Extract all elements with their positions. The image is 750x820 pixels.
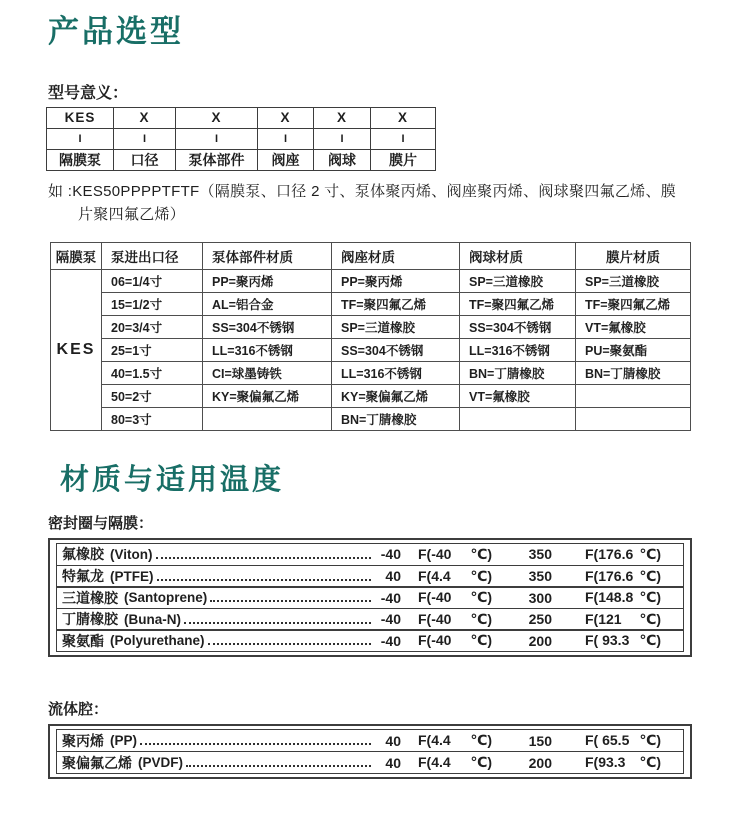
table-row (51, 338, 691, 361)
max-temp-f: 150 (528, 732, 552, 749)
table-cell: SP=三道橡胶 (576, 269, 691, 292)
temp-row (56, 586, 684, 609)
material-name-en: (Buna-N) (124, 611, 181, 627)
table-cell: SS=304不锈钢 (203, 315, 332, 338)
table-cell: BN=丁腈橡胶 (460, 361, 576, 384)
model-meaning-cell: 阀座 (258, 149, 314, 170)
material-name: 聚偏氟乙烯 (62, 754, 132, 771)
column-header: 隔膜泵 (51, 242, 102, 269)
max-temp-c (585, 589, 661, 606)
selection-table (50, 242, 691, 431)
max-temp-f: 300 (528, 589, 552, 606)
material-name-en: (PP) (110, 733, 137, 749)
model-meaning-row (47, 149, 436, 170)
temp-value: F(4.4 (418, 732, 451, 749)
min-temp-c (418, 611, 492, 628)
max-temp-c (585, 754, 661, 771)
min-temp-f: -40 (380, 632, 401, 649)
table-cell: PU=聚氨酯 (576, 338, 691, 361)
model-code-cell: X (114, 107, 176, 128)
model-code-cell: X (314, 107, 371, 128)
max-temp-c (585, 568, 661, 585)
table-row (51, 292, 691, 315)
table-cell: 15=1/2寸 (102, 292, 203, 315)
table-cell: TF=聚四氟乙烯 (460, 292, 576, 315)
material-name: 氟橡胶 (62, 546, 104, 563)
temp-row (56, 751, 684, 774)
column-header: 膜片材质 (576, 242, 691, 269)
material-name-en: (Viton) (110, 546, 153, 562)
temp-value: F( 65.5 (585, 732, 630, 749)
min-temp-c (418, 568, 492, 585)
table-cell: 06=1/4寸 (102, 269, 203, 292)
table-cell (203, 407, 332, 430)
temp-unit: ℃) (470, 754, 492, 771)
table-cell (576, 407, 691, 430)
table-cell: 20=3/4寸 (102, 315, 203, 338)
max-temp-c (585, 546, 661, 563)
table-cell: KY=聚偏氟乙烯 (332, 384, 460, 407)
table-row (51, 384, 691, 407)
temp-unit: ℃) (639, 732, 661, 749)
temp-value: F(-40 (418, 610, 452, 627)
column-header: 泵体部件材质 (203, 242, 332, 269)
table-cell: TF=聚四氟乙烯 (576, 292, 691, 315)
temp-unit: ℃) (639, 589, 661, 606)
model-meaning-cell: 隔膜泵 (47, 149, 114, 170)
temp-value: F(4.4 (418, 567, 451, 584)
page-title: 产品选型 (48, 14, 184, 49)
dotted-leader (156, 557, 372, 559)
model-bar-cell: I (47, 128, 114, 149)
table-cell: SS=304不锈钢 (332, 338, 460, 361)
material-name-en: (PVDF) (138, 755, 183, 771)
max-temp-f: 350 (528, 568, 552, 585)
table-cell: CI=球墨铸铁 (203, 361, 332, 384)
model-bar-cell: I (314, 128, 371, 149)
table-cell: 80=3寸 (102, 407, 203, 430)
model-code-cell: KES (47, 107, 114, 128)
temp-value: F(176.6 (585, 545, 634, 562)
table-cell: KY=聚偏氟乙烯 (203, 384, 332, 407)
min-temp-c (418, 632, 492, 649)
temp-unit: ℃) (470, 545, 492, 562)
min-temp-c (418, 732, 492, 749)
temp-unit: ℃) (470, 632, 492, 649)
temp-unit: ℃) (639, 610, 661, 627)
min-temp-f: 40 (385, 732, 401, 749)
material-name: 聚丙烯 (62, 732, 104, 749)
table-cell: VT=氟橡胶 (576, 315, 691, 338)
min-temp-f: 40 (385, 754, 401, 771)
selection-header-row (51, 242, 691, 269)
model-meaning-cell: 口径 (114, 149, 176, 170)
material-name: 特氟龙 (62, 568, 104, 585)
dotted-leader (186, 765, 371, 767)
table-cell (460, 407, 576, 430)
model-code-cell: X (258, 107, 314, 128)
material-name: 丁腈橡胶 (62, 611, 118, 628)
temp-value: F(176.6 (585, 567, 634, 584)
model-code-row (47, 107, 436, 128)
temp-row (56, 729, 684, 752)
model-code-cell: X (371, 107, 436, 128)
min-temp-f: -40 (380, 611, 401, 628)
table-row (51, 361, 691, 384)
temp-unit: ℃) (470, 567, 492, 584)
temp-row (56, 629, 684, 652)
model-bar-cell: I (258, 128, 314, 149)
max-temp-c (585, 732, 661, 749)
section-title-materials: 材质与适用温度 (60, 463, 285, 496)
model-code-table (46, 107, 436, 171)
table-cell (576, 384, 691, 407)
dotted-leader (157, 579, 372, 581)
table-cell: BN=丁腈橡胶 (576, 361, 691, 384)
temp-value: F(-40 (418, 589, 452, 606)
material-name-en: (Polyurethane) (110, 633, 205, 649)
temp-value: F(4.4 (418, 754, 451, 771)
temp-unit: ℃) (470, 589, 492, 606)
table-cell: SS=304不锈钢 (460, 315, 576, 338)
column-header: 阀座材质 (332, 242, 460, 269)
document-page (0, 14, 750, 779)
temp-value: F(-40 (418, 545, 452, 562)
example-line: 如 :KES50PPPPTFTF（隔膜泵、口径 2 寸、泵体聚丙烯、阀座聚丙烯、阀球聚四氟乙烯、膜 (48, 182, 677, 200)
table-cell: PP=聚丙烯 (203, 269, 332, 292)
table-cell: PP=聚丙烯 (332, 269, 460, 292)
model-example-text (48, 180, 724, 226)
temp-unit: ℃) (639, 754, 661, 771)
fluid-chamber-label: 流体腔： (48, 701, 109, 719)
model-meaning-cell: 阀球 (314, 149, 371, 170)
dotted-leader (140, 743, 371, 745)
model-bar-row (47, 128, 436, 149)
model-bar-cell: I (176, 128, 258, 149)
seal-temp-table (48, 538, 692, 657)
temp-unit: ℃) (639, 632, 661, 649)
table-cell: LL=316不锈钢 (460, 338, 576, 361)
table-cell: 25=1寸 (102, 338, 203, 361)
example-line: 片聚四氟乙烯） (78, 205, 186, 223)
dotted-leader (184, 622, 371, 624)
material-name-en: (PTFE) (110, 568, 154, 584)
max-temp-f: 200 (528, 632, 552, 649)
series-code-cell: KES (51, 269, 102, 430)
temp-value: F(121 (585, 610, 622, 627)
temp-unit: ℃) (639, 545, 661, 562)
min-temp-f: -40 (380, 589, 401, 606)
max-temp-f: 200 (528, 754, 552, 771)
temp-value: F(148.8 (585, 589, 634, 606)
max-temp-f: 350 (528, 546, 552, 563)
model-bar-cell: I (114, 128, 176, 149)
temp-value: F( 93.3 (585, 632, 630, 649)
min-temp-c (418, 754, 492, 771)
table-row (51, 315, 691, 338)
table-row (51, 407, 691, 430)
temp-row (56, 565, 684, 588)
model-bar-cell: I (371, 128, 436, 149)
seal-diaphragm-label: 密封圈与隔膜： (48, 514, 154, 532)
table-cell: VT=氟橡胶 (460, 384, 576, 407)
dotted-leader (210, 600, 371, 602)
max-temp-c (585, 632, 661, 649)
table-row (51, 269, 691, 292)
table-cell: 40=1.5寸 (102, 361, 203, 384)
material-name: 聚氨酯 (62, 632, 104, 649)
min-temp-c (418, 546, 492, 563)
temp-row (56, 543, 684, 566)
temp-value: F(-40 (418, 632, 452, 649)
model-code-cell: X (176, 107, 258, 128)
temp-value: F(93.3 (585, 754, 626, 771)
table-cell: LL=316不锈钢 (332, 361, 460, 384)
dotted-leader (208, 643, 371, 645)
max-temp-f: 250 (528, 611, 552, 628)
material-name: 三道橡胶 (62, 589, 118, 606)
min-temp-f: 40 (385, 568, 401, 585)
material-name-en: (Santoprene) (124, 590, 208, 606)
temp-unit: ℃) (639, 567, 661, 584)
table-cell: SP=三道橡胶 (460, 269, 576, 292)
fluid-temp-table (48, 724, 692, 779)
temp-row (56, 608, 684, 631)
table-cell: SP=三道橡胶 (332, 315, 460, 338)
min-temp-f: -40 (380, 546, 401, 563)
table-cell: AL=铝合金 (203, 292, 332, 315)
max-temp-c (585, 611, 661, 628)
min-temp-c (418, 589, 492, 606)
table-cell: LL=316不锈钢 (203, 338, 332, 361)
table-cell: TF=聚四氟乙烯 (332, 292, 460, 315)
table-cell: 50=2寸 (102, 384, 203, 407)
model-meaning-label: 型号意义： (48, 84, 129, 102)
column-header: 泵进出口径 (102, 242, 203, 269)
table-cell: BN=丁腈橡胶 (332, 407, 460, 430)
model-meaning-cell: 膜片 (371, 149, 436, 170)
temp-unit: ℃) (470, 610, 492, 627)
column-header: 阀球材质 (460, 242, 576, 269)
model-meaning-cell: 泵体部件 (176, 149, 258, 170)
temp-unit: ℃) (470, 732, 492, 749)
